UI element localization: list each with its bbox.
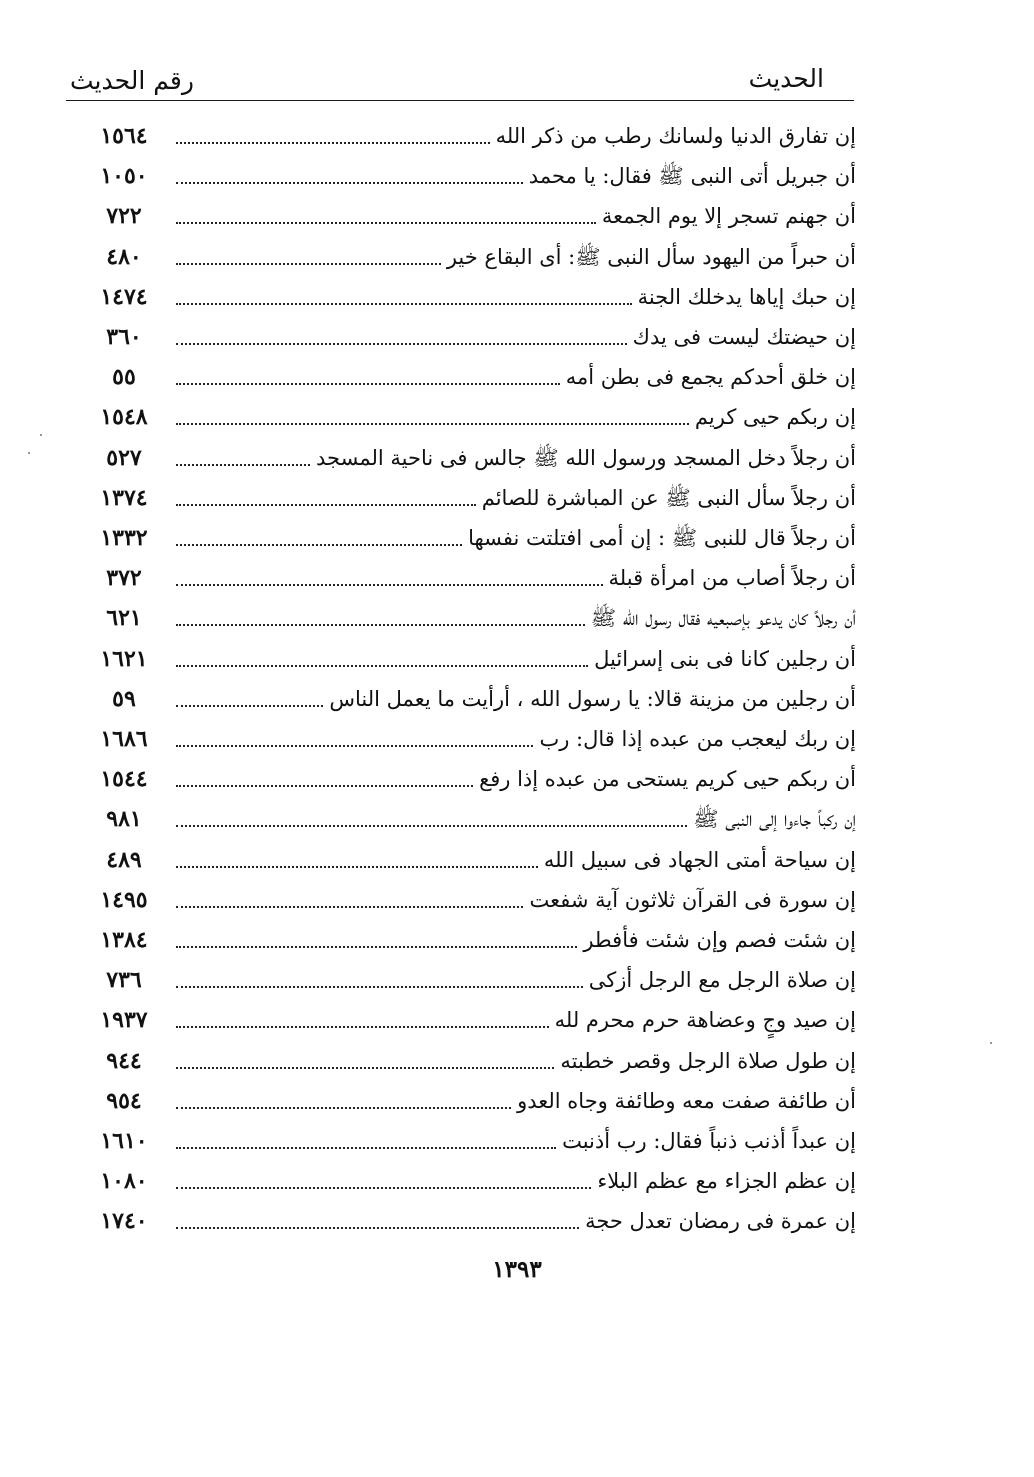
hadith-number: ١٥٤٨ xyxy=(100,404,148,431)
dot-leader xyxy=(176,665,588,667)
dot-leader xyxy=(176,1187,591,1189)
index-row xyxy=(96,840,856,880)
index-row xyxy=(96,196,856,236)
index-row xyxy=(96,357,856,397)
hadith-entry xyxy=(176,156,856,196)
dot-leader xyxy=(176,263,441,265)
header-hadith-title: الحديث xyxy=(748,64,824,93)
hadith-text: إن طول صلاة الرجل وقصر خطبته xyxy=(560,1048,856,1073)
dot-leader xyxy=(176,303,632,305)
dot-leader xyxy=(176,946,577,948)
hadith-text: إن عظم الجزاء مع عظم البلاء xyxy=(597,1169,856,1194)
scan-speck xyxy=(40,434,42,436)
index-row xyxy=(96,317,856,357)
index-row xyxy=(96,397,856,437)
hadith-number: ١٦٨٦ xyxy=(100,726,148,752)
hadith-text: أن جهنم تسجر إلا يوم الجمعة xyxy=(601,204,856,229)
hadith-number: ١٠٥٠ xyxy=(100,163,148,190)
hadith-entry xyxy=(176,1041,856,1081)
hadith-text: إن تفارق الدنيا ولسانك رطب من ذكر الله xyxy=(495,124,856,148)
dot-leader xyxy=(176,343,627,345)
hadith-text: إن ركباً جاءوا إلى النبى ﷺ xyxy=(693,807,856,832)
hadith-number: ١٤٧٤ xyxy=(100,283,148,310)
hadith-entry xyxy=(176,840,856,880)
index-row xyxy=(96,799,856,839)
hadith-number: ٥٩ xyxy=(112,685,136,712)
dot-leader xyxy=(176,1067,554,1069)
dot-leader xyxy=(176,383,560,385)
index-row xyxy=(96,759,856,799)
index-row xyxy=(96,679,856,719)
index-row xyxy=(96,1201,856,1241)
dot-leader xyxy=(176,504,476,506)
hadith-number: ٣٧٢ xyxy=(106,565,142,592)
dot-leader xyxy=(176,464,310,466)
hadith-text: إن سورة فى القرآن ثلاثون آية شفعت xyxy=(529,887,856,912)
hadith-entry xyxy=(176,196,856,236)
hadith-entry xyxy=(176,558,856,598)
index-row xyxy=(96,558,856,598)
dot-leader xyxy=(176,423,689,425)
hadith-text: أن رجلين كانا فى بنى إسرائيل xyxy=(594,646,856,671)
index-row xyxy=(96,1081,856,1121)
hadith-number: ١٤٩٥ xyxy=(100,886,148,913)
dot-leader xyxy=(176,986,583,988)
hadith-text: إن حيضتك ليست فى يدك xyxy=(632,325,856,349)
hadith-text: إن صيد وجٍ وعضاهة حرم محرم لله xyxy=(554,1008,856,1033)
header-number-title: رقم الحديث xyxy=(70,66,194,95)
index-row xyxy=(96,880,856,920)
hadith-number: ٣٦٠ xyxy=(106,324,142,350)
index-row xyxy=(96,920,856,960)
hadith-number: ٥٥ xyxy=(112,364,136,391)
hadith-entry xyxy=(176,277,856,317)
dot-leader xyxy=(176,745,533,747)
hadith-text: إن ربكم حيى كريم xyxy=(694,405,856,430)
hadith-entry xyxy=(176,1201,856,1241)
hadith-entry xyxy=(176,598,856,638)
index-row xyxy=(96,237,856,277)
hadith-text: أن رجلين من مزينة قالا: يا رسول الله ، أرأيت ما يعمل الناس xyxy=(329,686,856,711)
hadith-number: ١٦١٠ xyxy=(100,1128,148,1154)
dot-leader xyxy=(176,825,687,827)
hadith-number: ١٠٨٠ xyxy=(100,1168,148,1195)
hadith-entry xyxy=(176,639,856,679)
hadith-number: ٩٤٤ xyxy=(106,1047,142,1074)
dot-leader xyxy=(176,866,538,868)
dot-leader xyxy=(176,705,323,707)
hadith-text: إن خلق أحدكم يجمع فى بطن أمه xyxy=(565,365,856,390)
hadith-entry xyxy=(176,478,856,518)
dot-leader xyxy=(176,182,523,184)
dot-leader xyxy=(176,584,603,586)
hadith-number: ٤٨٩ xyxy=(106,846,142,873)
scan-speck xyxy=(28,452,30,454)
hadith-entry xyxy=(176,237,856,277)
hadith-number: ٥٢٧ xyxy=(106,444,142,471)
hadith-number: ٦٢١ xyxy=(106,605,142,632)
hadith-entry xyxy=(176,759,856,799)
dot-leader xyxy=(176,1026,549,1028)
hadith-number: ١٦٢١ xyxy=(100,645,148,672)
dot-leader xyxy=(176,544,462,546)
hadith-entry xyxy=(176,799,856,839)
hadith-entry xyxy=(176,1081,856,1121)
hadith-number: ١٣٧٤ xyxy=(100,484,148,511)
index-row xyxy=(96,518,856,558)
dot-leader xyxy=(176,785,473,787)
hadith-number: ٧٣٦ xyxy=(106,967,142,994)
index-row xyxy=(96,639,856,679)
hadith-number: ٩٥٤ xyxy=(106,1087,142,1114)
index-row xyxy=(96,116,856,156)
page-header xyxy=(66,62,854,101)
scan-speck xyxy=(990,1042,992,1044)
hadith-text: أن رجلاً أصاب من امرأة قبلة xyxy=(608,566,856,591)
hadith-text: أن رجلاً كان يدعو بإصبعيه فقال رسول الله ﷺ xyxy=(590,606,856,631)
dot-leader xyxy=(176,142,490,144)
hadith-entry xyxy=(176,960,856,1000)
hadith-text: أن حبراً من اليهود سأل النبى ﷺ: أى البقاع خير xyxy=(446,244,856,269)
index-row xyxy=(96,719,856,759)
hadith-entry xyxy=(176,357,856,397)
hadith-entry xyxy=(176,1121,856,1161)
hadith-entry xyxy=(176,1161,856,1201)
hadith-entry xyxy=(176,438,856,478)
index-row xyxy=(96,598,856,638)
hadith-entry xyxy=(176,317,856,357)
hadith-number: ٧٢٢ xyxy=(106,203,142,230)
index-row xyxy=(96,960,856,1000)
hadith-text: إن شئت فصم وإن شئت فأفطر xyxy=(583,928,856,952)
hadith-entry xyxy=(176,1000,856,1040)
page-number: ١٣٩٣ xyxy=(492,1256,542,1283)
hadith-number: ١٧٤٠ xyxy=(100,1208,148,1235)
dot-leader xyxy=(176,1107,511,1109)
hadith-entry xyxy=(176,518,856,558)
hadith-number: ١٣٨٤ xyxy=(100,927,148,953)
dot-leader xyxy=(176,624,585,626)
hadith-text: إن ربك ليعجب من عبده إذا قال: رب xyxy=(539,727,856,751)
hadith-text: إن سياحة أمتى الجهاد فى سبيل الله xyxy=(543,847,856,872)
index-row xyxy=(96,1041,856,1081)
dot-leader xyxy=(176,1147,556,1149)
dot-leader xyxy=(176,906,523,908)
hadith-text: أن رجلاً دخل المسجد ورسول الله ﷺ جالس فى ناحية المسجد xyxy=(316,445,856,470)
hadith-number: ١٥٦٤ xyxy=(100,123,148,149)
index-row xyxy=(96,277,856,317)
hadith-text: أن رجلاً قال للنبى ﷺ : إن أمى افتلتت نفسها xyxy=(468,526,856,550)
hadith-entry xyxy=(176,116,856,156)
dot-leader xyxy=(176,1227,579,1229)
hadith-text: أن طائفة صفت معه وطائفة وجاه العدو xyxy=(517,1088,856,1113)
hadith-text: إن عبداً أذنب ذنباً فقال: رب أذنبت xyxy=(562,1129,856,1153)
index-row xyxy=(96,478,856,518)
hadith-text: إن حبك إياها يدخلك الجنة xyxy=(637,284,856,309)
hadith-entry xyxy=(176,920,856,960)
hadith-entry xyxy=(176,679,856,719)
index-row xyxy=(96,1161,856,1201)
hadith-number: ١٩٣٧ xyxy=(100,1007,148,1034)
index-row xyxy=(96,1000,856,1040)
dot-leader xyxy=(176,222,596,224)
index-row xyxy=(96,438,856,478)
hadith-text: أن جبريل أتى النبى ﷺ فقال: يا محمد xyxy=(528,164,856,189)
hadith-text: إن عمرة فى رمضان تعدل حجة xyxy=(585,1209,856,1234)
hadith-text: أن رجلاً سأل النبى ﷺ عن المباشرة للصائم xyxy=(481,485,856,510)
hadith-entry xyxy=(176,719,856,759)
hadith-number: ١٣٣٢ xyxy=(100,525,148,551)
hadith-number: ٤٨٠ xyxy=(106,243,142,270)
hadith-entry xyxy=(176,880,856,920)
hadith-entry xyxy=(176,397,856,437)
index-row xyxy=(96,1121,856,1161)
hadith-text: أن ربكم حيى كريم يستحى من عبده إذا رفع xyxy=(479,767,856,792)
hadith-number: ٩٨١ xyxy=(106,806,142,833)
hadith-number: ١٥٤٤ xyxy=(100,766,148,793)
index-row xyxy=(96,156,856,196)
hadith-text: إن صلاة الرجل مع الرجل أزكى xyxy=(588,968,856,993)
